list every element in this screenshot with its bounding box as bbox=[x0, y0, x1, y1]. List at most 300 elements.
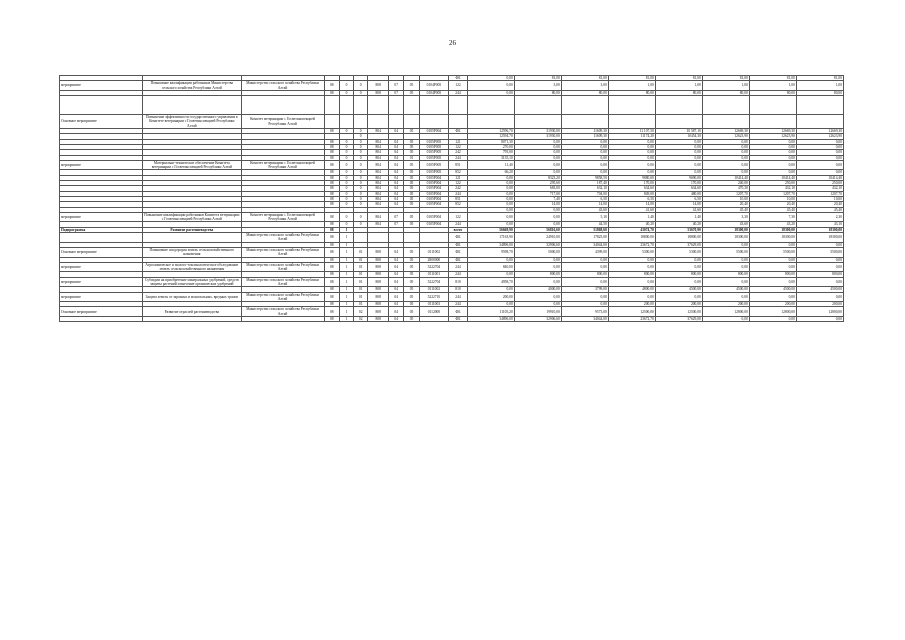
amount-cell: 43074,70 bbox=[608, 227, 655, 232]
amount-cell: 0,00 bbox=[796, 155, 843, 160]
row-type-cell: Подпрограмма bbox=[60, 227, 143, 232]
code-cell: 04 bbox=[389, 262, 404, 272]
code-cell: 04 bbox=[389, 170, 404, 175]
code-cell: 04 bbox=[389, 317, 404, 322]
code-cell: всего bbox=[449, 227, 468, 232]
code-cell: 05 bbox=[404, 212, 419, 222]
code-cell: 0105Р004 bbox=[419, 175, 449, 180]
table-cell bbox=[368, 96, 389, 115]
amount-cell: 80,00 bbox=[655, 90, 702, 95]
amount-cell: 6,50 bbox=[608, 196, 655, 201]
code-cell: 04 bbox=[389, 181, 404, 186]
code-cell: 0111001 bbox=[419, 272, 449, 277]
amount-cell: 4500,00 bbox=[702, 287, 749, 292]
amount-cell: 4500,00 bbox=[796, 287, 843, 292]
row-executor-cell: Министерство сельского хозяйства Республики Алтай bbox=[241, 262, 324, 272]
code-cell: 804 bbox=[368, 222, 389, 227]
table-row bbox=[60, 212, 844, 222]
code-cell: 804 bbox=[368, 129, 389, 134]
amount-cell: 295,60 bbox=[514, 181, 561, 186]
amount-cell: 0,00 bbox=[514, 277, 561, 287]
table-cell bbox=[561, 96, 608, 115]
code-cell: 08 bbox=[324, 196, 339, 201]
amount-cell: 0,00 bbox=[796, 262, 843, 272]
amount-cell bbox=[608, 115, 655, 129]
code-cell: 0 bbox=[354, 175, 368, 180]
amount-cell: 0,00 bbox=[749, 317, 796, 322]
table-cell bbox=[404, 96, 419, 115]
row-type-cell: Основное мероприятие bbox=[60, 307, 143, 317]
amount-cell: 10414,40 bbox=[749, 175, 796, 180]
code-cell: 0 bbox=[354, 196, 368, 201]
amount-cell: 8323,20 bbox=[514, 175, 561, 180]
amount-cell: 4958,70 bbox=[467, 277, 514, 287]
amount-cell: 2,30 bbox=[796, 212, 843, 222]
amount-cell: 66,20 bbox=[467, 170, 514, 175]
amount-cell: 170,00 bbox=[655, 181, 702, 186]
amount-cell: 0,00 bbox=[514, 257, 561, 262]
amount-cell: 0,00 bbox=[514, 155, 561, 160]
code-cell: 5222710 bbox=[419, 292, 449, 302]
amount-cell: 45,40 bbox=[749, 207, 796, 212]
code-cell: 05 bbox=[404, 186, 419, 191]
amount-cell: 14,00 bbox=[561, 202, 608, 207]
code-cell: 08 bbox=[324, 287, 339, 292]
amount-cell: 704,00 bbox=[561, 191, 608, 196]
code-cell: 1 bbox=[339, 292, 353, 302]
code-cell: 04 bbox=[389, 247, 404, 257]
amount-cell: 12623,90 bbox=[749, 134, 796, 139]
code-cell: 244 bbox=[449, 292, 468, 302]
table-row bbox=[60, 262, 844, 272]
code-cell: 08 bbox=[324, 233, 339, 243]
amount-cell: 0,00 bbox=[608, 160, 655, 170]
code-cell: 0 bbox=[354, 134, 368, 139]
code-cell: 0 bbox=[339, 139, 353, 144]
code-cell: 804 bbox=[368, 202, 389, 207]
amount-cell: 32906,60 bbox=[514, 317, 561, 322]
amount-cell: 3,30 bbox=[702, 212, 749, 222]
code-cell: 1 bbox=[339, 233, 353, 243]
amount-cell: 3,00 bbox=[514, 81, 561, 91]
code-cell: 122 bbox=[449, 212, 468, 222]
code-cell: 0 bbox=[339, 212, 353, 222]
amount-cell: 0,00 bbox=[561, 257, 608, 262]
amount-cell: 1207,70 bbox=[702, 191, 749, 196]
code-cell: 804 bbox=[368, 160, 389, 170]
code-cell: 808 bbox=[368, 277, 389, 287]
amount-cell: 0,00 bbox=[514, 222, 561, 227]
row-type-cell: мероприятие bbox=[60, 160, 143, 170]
code-cell: 804 bbox=[368, 139, 389, 144]
row-description-cell: Развитие отраслей растениеводства bbox=[143, 307, 241, 317]
amount-cell: 0,00 bbox=[702, 144, 749, 149]
amount-cell: 0,00 bbox=[702, 262, 749, 272]
code-cell: 0 bbox=[339, 186, 353, 191]
amount-cell: 800,00 bbox=[514, 272, 561, 277]
code-cell: 808 bbox=[368, 292, 389, 302]
table-row bbox=[60, 247, 844, 257]
code-cell: 04 bbox=[389, 307, 404, 317]
code-cell: 01 bbox=[354, 262, 368, 272]
amount-cell: 80,00 bbox=[514, 90, 561, 95]
code-cell: 0112000 bbox=[419, 307, 449, 317]
code-cell: 0105Р004 bbox=[419, 222, 449, 227]
code-cell: 804 bbox=[368, 150, 389, 155]
code-cell: 0105Р005 bbox=[419, 144, 449, 149]
amount-cell: 200,00 bbox=[702, 302, 749, 307]
row-description-cell bbox=[143, 317, 241, 322]
amount-cell: 0,00 bbox=[514, 262, 561, 272]
amount-cell: 43,60 bbox=[702, 222, 749, 227]
row-description-cell: Материально-техническое обеспечение Комитета ветеринарии с Госветинспекцией Республики Алтай bbox=[143, 160, 241, 170]
table-cell bbox=[60, 96, 143, 115]
amount-cell: 53670,90 bbox=[655, 227, 702, 232]
amount-cell: 1,00 bbox=[655, 81, 702, 91]
amount-cell: 0,00 bbox=[514, 144, 561, 149]
amount-cell: 37629,00 bbox=[655, 242, 702, 247]
code-cell: 05 bbox=[404, 170, 419, 175]
amount-cell: 80,00 bbox=[608, 90, 655, 95]
amount-cell: 0,00 bbox=[655, 170, 702, 175]
amount-cell: 17825,00 bbox=[561, 233, 608, 243]
amount-cell: 0,00 bbox=[467, 302, 514, 307]
amount-cell: 7,40 bbox=[514, 196, 561, 201]
amount-cell: 795,00 bbox=[467, 150, 514, 155]
amount-cell: 0,00 bbox=[796, 317, 843, 322]
amount-cell: 187,40 bbox=[561, 181, 608, 186]
amount-cell: 0,00 bbox=[749, 170, 796, 175]
code-cell: 0 bbox=[339, 191, 353, 196]
code-cell: 0105Р004 bbox=[419, 191, 449, 196]
amount-cell: 0,00 bbox=[561, 262, 608, 272]
row-executor-cell: Министерство сельского хозяйства Республики Алтай bbox=[241, 233, 324, 243]
table-row bbox=[60, 160, 844, 170]
amount-cell: 0,00 bbox=[655, 292, 702, 302]
amount-cell: 20,40 bbox=[749, 202, 796, 207]
amount-cell: 0,00 bbox=[514, 139, 561, 144]
code-cell: 01 bbox=[354, 247, 368, 257]
code-cell: 08 bbox=[324, 212, 339, 222]
code-cell: 04 bbox=[389, 302, 404, 307]
code-cell: 0104Р005 bbox=[419, 81, 449, 91]
row-executor-cell: Комитет ветеринарии с Госветинспекцией Республики Алтай bbox=[241, 160, 324, 170]
page-number: 26 bbox=[449, 39, 456, 47]
code-cell: 1 bbox=[339, 277, 353, 287]
code-cell bbox=[368, 115, 389, 129]
code-cell: 05 bbox=[404, 196, 419, 201]
code-cell: 0 bbox=[354, 150, 368, 155]
amount-cell: 0,00 bbox=[561, 144, 608, 149]
code-cell: 05 bbox=[404, 181, 419, 186]
row-description-cell: Повышение квалификации работников Комитета ветеринарии с Госветинспекцией Республики Алтай bbox=[144, 212, 240, 222]
row-executor-cell: Комитет ветеринарии с Госветинспекцией Республики Алтай bbox=[241, 115, 324, 129]
amount-cell: 7,30 bbox=[749, 212, 796, 222]
code-cell: 0 bbox=[354, 212, 368, 222]
amount-cell: 0,00 bbox=[796, 257, 843, 262]
code-cell: 04 bbox=[389, 155, 404, 160]
code-cell: 5222704 bbox=[419, 277, 449, 287]
code-cell: 05 bbox=[404, 262, 419, 272]
table-row bbox=[60, 317, 844, 322]
amount-cell: 3135,10 bbox=[467, 155, 514, 160]
amount-cell: 34896,00 bbox=[467, 242, 514, 247]
row-description-cell: Субсидии на приобретение минеральных удобрений, средств защиты растений и внесение органических удобрений bbox=[143, 277, 241, 287]
amount-cell: 0,00 bbox=[702, 160, 749, 170]
amount-cell: 12623,90 bbox=[702, 134, 749, 139]
amount-cell: 0,00 bbox=[608, 257, 655, 262]
code-cell: 0 bbox=[354, 155, 368, 160]
code-cell: 0 bbox=[354, 81, 368, 91]
code-cell: 04 bbox=[389, 175, 404, 180]
code-cell: 05 bbox=[404, 272, 419, 277]
code-cell: 05 bbox=[404, 222, 419, 227]
code-cell: 08 bbox=[324, 222, 339, 227]
amount-cell: 45,40 bbox=[702, 207, 749, 212]
amount-cell: 0,00 bbox=[749, 160, 796, 170]
code-cell: 04 bbox=[389, 139, 404, 144]
amount-cell: 20,40 bbox=[796, 202, 843, 207]
amount-cell: 1,40 bbox=[608, 212, 655, 222]
amount-cell: 0,00 bbox=[655, 277, 702, 287]
amount-cell: 250,00 bbox=[749, 181, 796, 186]
code-cell: 05 bbox=[404, 277, 419, 287]
code-cell: 804 bbox=[368, 191, 389, 196]
code-cell: 04 bbox=[389, 287, 404, 292]
code-cell: 0 bbox=[339, 81, 353, 91]
amount-cell: 32906,60 bbox=[514, 242, 561, 247]
amount-cell: 800,00 bbox=[796, 272, 843, 277]
code-cell: 0 bbox=[354, 129, 368, 134]
code-cell: 07 bbox=[389, 81, 404, 91]
amount-cell: 81,00 bbox=[796, 76, 843, 81]
amount-cell: 0,00 bbox=[655, 150, 702, 155]
table-row bbox=[60, 307, 844, 317]
code-cell bbox=[339, 115, 353, 129]
amount-cell: 80,00 bbox=[702, 90, 749, 95]
code-cell: 08 bbox=[324, 155, 339, 160]
amount-cell: 5,10 bbox=[561, 212, 608, 222]
code-cell: 01 bbox=[354, 302, 368, 307]
code-cell bbox=[324, 115, 339, 129]
amount-cell: 0,00 bbox=[561, 150, 608, 155]
amount-cell: 6,50 bbox=[655, 196, 702, 201]
row-executor-cell: Комитет ветеринарии с Госветинспекцией Республики Алтай bbox=[241, 212, 324, 222]
amount-cell: 0,00 bbox=[702, 139, 749, 144]
amount-cell: 8071,30 bbox=[467, 139, 514, 144]
code-cell: 08 bbox=[324, 202, 339, 207]
amount-cell: 0,00 bbox=[467, 90, 514, 95]
amount-cell: 37629,00 bbox=[655, 317, 702, 322]
code-cell: 04 bbox=[389, 144, 404, 149]
code-cell bbox=[354, 233, 368, 243]
amount-cell: 0,00 bbox=[702, 317, 749, 322]
amount-cell: 0,00 bbox=[655, 160, 702, 170]
amount-cell: 480,00 bbox=[655, 191, 702, 196]
code-cell: 244 bbox=[449, 302, 468, 307]
code-cell: 05 bbox=[404, 81, 419, 91]
code-cell: 0 bbox=[354, 202, 368, 207]
amount-cell: 24910,00 bbox=[514, 233, 561, 243]
code-cell: 804 bbox=[368, 175, 389, 180]
amount-cell: 0,00 bbox=[608, 139, 655, 144]
amount-cell: 10,00 bbox=[702, 196, 749, 201]
amount-cell: 0,00 bbox=[467, 181, 514, 186]
code-cell: 0105Р004 bbox=[419, 196, 449, 201]
amount-cell: 41,60 bbox=[608, 207, 655, 212]
code-cell: 04 bbox=[389, 257, 404, 262]
code-cell: 04 bbox=[389, 191, 404, 196]
amount-cell: 0,00 bbox=[467, 191, 514, 196]
code-cell: 0 bbox=[354, 144, 368, 149]
amount-cell: 800,00 bbox=[702, 272, 749, 277]
amount-cell bbox=[514, 115, 561, 129]
amount-cell: 11609,30 bbox=[561, 134, 608, 139]
code-cell: 1 bbox=[339, 302, 353, 307]
code-cell: 08 bbox=[324, 307, 339, 317]
code-cell bbox=[449, 115, 468, 129]
amount-cell bbox=[749, 115, 796, 129]
code-cell: 0 bbox=[339, 222, 353, 227]
amount-cell: 18800,00 bbox=[655, 233, 702, 243]
code-cell: 804 bbox=[368, 155, 389, 160]
code-cell: 808 bbox=[368, 81, 389, 91]
amount-cell: 12500,00 bbox=[655, 307, 702, 317]
table-row bbox=[60, 277, 844, 287]
amount-cell bbox=[796, 115, 843, 129]
amount-cell: 0,00 bbox=[608, 262, 655, 272]
table-cell bbox=[389, 96, 404, 115]
amount-cell: 0,00 bbox=[702, 292, 749, 302]
code-cell: 05 bbox=[404, 287, 419, 292]
code-cell: 121 bbox=[449, 175, 468, 180]
amount-cell: 0,00 bbox=[702, 277, 749, 287]
code-cell: ФБ bbox=[449, 76, 468, 81]
amount-cell: 0,00 bbox=[796, 144, 843, 149]
amount-cell: 10,00 bbox=[796, 196, 843, 201]
code-cell: 05 bbox=[404, 129, 419, 134]
code-cell: 0111003 bbox=[419, 302, 449, 307]
amount-cell: 18300,00 bbox=[749, 233, 796, 243]
code-cell: 851 bbox=[449, 196, 468, 201]
table-row bbox=[60, 96, 844, 115]
amount-cell: 9858,50 bbox=[561, 175, 608, 180]
table-cell bbox=[339, 96, 353, 115]
code-cell: 01 bbox=[354, 257, 368, 262]
amount-cell: 43,10 bbox=[796, 222, 843, 227]
amount-cell: 41,60 bbox=[655, 207, 702, 212]
code-cell: 122 bbox=[449, 144, 468, 149]
code-cell: 08 bbox=[324, 139, 339, 144]
code-cell: 0105Р005 bbox=[419, 170, 449, 175]
code-cell: 08 bbox=[324, 277, 339, 287]
amount-cell: 9573,00 bbox=[561, 307, 608, 317]
code-cell: 0 bbox=[339, 150, 353, 155]
code-cell: 05 bbox=[404, 144, 419, 149]
amount-cell: 0,00 bbox=[467, 202, 514, 207]
amount-cell: 80,00 bbox=[561, 90, 608, 95]
code-cell: 0105Р004 bbox=[419, 181, 449, 186]
code-cell: ФБ bbox=[449, 307, 468, 317]
code-cell: 244 bbox=[449, 222, 468, 227]
code-cell: 808 bbox=[368, 90, 389, 95]
row-executor-cell: Министерство сельского хозяйства Республики Алтай bbox=[241, 277, 324, 287]
amount-cell: 800,00 bbox=[749, 272, 796, 277]
code-cell: 808 bbox=[368, 302, 389, 307]
code-cell: 0 bbox=[339, 196, 353, 201]
code-cell: 0104Р005 bbox=[419, 90, 449, 95]
amount-cell: 19910,00 bbox=[514, 307, 561, 317]
amount-cell: 0,00 bbox=[561, 160, 608, 170]
code-cell: 01 bbox=[354, 292, 368, 302]
amount-cell: 0,00 bbox=[796, 160, 843, 170]
amount-cell: 5000,00 bbox=[514, 247, 561, 257]
code-cell: 0 bbox=[339, 155, 353, 160]
code-cell: 05 bbox=[404, 191, 419, 196]
row-description-cell: Повышение плодородия земель сельскохозяйственного назначения bbox=[143, 247, 241, 257]
amount-cell: 81,00 bbox=[655, 76, 702, 81]
amount-cell: 4800,00 bbox=[608, 287, 655, 292]
amount-cell: 12800,00 bbox=[796, 307, 843, 317]
table-cell bbox=[419, 96, 449, 115]
code-cell: 804 bbox=[368, 196, 389, 201]
code-cell: 08 bbox=[324, 272, 339, 277]
amount-cell: 1,00 bbox=[608, 81, 655, 91]
amount-cell: 34896,00 bbox=[467, 317, 514, 322]
table-cell bbox=[467, 96, 514, 115]
amount-cell: 200,00 bbox=[655, 302, 702, 307]
amount-cell: 6,50 bbox=[561, 196, 608, 201]
amount-cell: 0,00 bbox=[655, 257, 702, 262]
code-cell: 08 bbox=[324, 90, 339, 95]
amount-cell: 18300,00 bbox=[702, 227, 749, 232]
amount-cell: 1,00 bbox=[749, 81, 796, 91]
amount-cell: 0,00 bbox=[702, 257, 749, 262]
amount-cell: 432,10 bbox=[796, 186, 843, 191]
amount-cell: 43,20 bbox=[749, 222, 796, 227]
amount-cell: 0,00 bbox=[608, 292, 655, 302]
table-cell bbox=[796, 96, 843, 115]
amount-cell: 10,00 bbox=[749, 196, 796, 201]
code-cell: 808 bbox=[368, 247, 389, 257]
code-cell: 244 bbox=[449, 272, 468, 277]
amount-cell: 31930,00 bbox=[514, 129, 561, 134]
amount-cell: 34044,00 bbox=[561, 317, 608, 322]
amount-cell: 0,00 bbox=[655, 155, 702, 160]
code-cell: 0 bbox=[354, 186, 368, 191]
code-cell: 08 bbox=[324, 302, 339, 307]
amount-cell: 470,30 bbox=[702, 186, 749, 191]
code-cell: 804 bbox=[368, 170, 389, 175]
amount-cell: 0,00 bbox=[467, 287, 514, 292]
amount-cell: 40,20 bbox=[655, 222, 702, 227]
amount-cell: 0,00 bbox=[467, 196, 514, 201]
table-cell bbox=[655, 96, 702, 115]
amount-cell: 0,00 bbox=[702, 242, 749, 247]
table-cell bbox=[608, 96, 655, 115]
amount-cell: 0,00 bbox=[467, 175, 514, 180]
amount-cell: 0,00 bbox=[514, 302, 561, 307]
code-cell: 04 bbox=[389, 160, 404, 170]
code-cell: 08 bbox=[324, 191, 339, 196]
code-cell: 122 bbox=[449, 81, 468, 91]
code-cell: 0 bbox=[354, 170, 368, 175]
amount-cell: 200,00 bbox=[796, 302, 843, 307]
code-cell: 07 bbox=[389, 212, 404, 222]
amount-cell: 270,00 bbox=[467, 144, 514, 149]
code-cell bbox=[368, 233, 389, 243]
amount-cell: 0,00 bbox=[655, 262, 702, 272]
